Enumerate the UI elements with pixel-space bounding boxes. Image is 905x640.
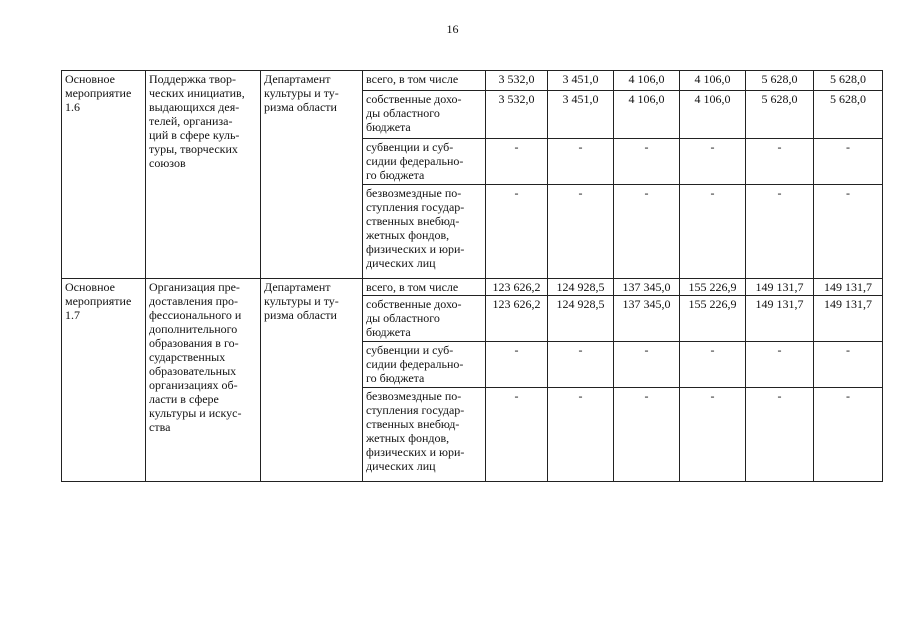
- measure-cell-line: мероприятие: [65, 294, 132, 308]
- source-cell-line: всего, в том числе: [366, 72, 459, 86]
- value-cell: -: [746, 185, 814, 279]
- value-cell: 3 451,0: [548, 71, 614, 91]
- value-cell: 5 628,0: [746, 91, 814, 139]
- description-cell-line: образовательных: [149, 364, 237, 378]
- description-cell-line: Поддержка твор-: [149, 72, 236, 86]
- value-cell: 5 628,0: [746, 71, 814, 91]
- description-cell-line: организациях об-: [149, 378, 238, 392]
- description-cell-line: ческих инициатив,: [149, 86, 245, 100]
- source-cell: [363, 71, 486, 91]
- description-cell-line: фессионального и: [149, 308, 242, 322]
- value-cell: 4 106,0: [614, 91, 680, 139]
- source-cell: [363, 388, 486, 482]
- executor-cell-line: ризма области: [264, 100, 337, 114]
- value-cell: -: [814, 342, 883, 388]
- table-row: [62, 279, 883, 296]
- value-cell: -: [614, 139, 680, 185]
- measure-cell: [62, 71, 146, 279]
- source-cell-line: физических и юри-: [366, 242, 465, 256]
- source-cell-line: дических лиц: [366, 459, 436, 473]
- value-cell: 149 131,7: [814, 279, 883, 296]
- table-row: [62, 71, 883, 91]
- source-cell-line: физических и юри-: [366, 445, 465, 459]
- value-cell: 155 226,9: [680, 296, 746, 342]
- source-cell-line: безвозмездные по-: [366, 389, 462, 403]
- measure-cell-line: мероприятие: [65, 86, 132, 100]
- value-cell: 155 226,9: [680, 279, 746, 296]
- executor-cell-line: культуры и ту-: [264, 294, 339, 308]
- value-cell: 123 626,2: [486, 279, 548, 296]
- source-cell: [363, 296, 486, 342]
- source-cell-line: ступления государ-: [366, 200, 465, 214]
- value-cell: -: [548, 185, 614, 279]
- value-cell: 149 131,7: [746, 279, 814, 296]
- value-cell: 124 928,5: [548, 296, 614, 342]
- table-body: [62, 71, 883, 482]
- source-cell-line: субвенции и суб-: [366, 140, 454, 154]
- source-cell-line: бюджета: [366, 325, 411, 339]
- source-cell: [363, 279, 486, 296]
- value-cell: -: [746, 342, 814, 388]
- value-cell: -: [548, 342, 614, 388]
- source-cell-line: го бюджета: [366, 371, 425, 385]
- value-cell: -: [486, 342, 548, 388]
- value-cell: -: [814, 388, 883, 482]
- description-cell: [146, 279, 261, 482]
- description-cell-line: ласти в сфере: [149, 392, 219, 406]
- source-cell: [363, 342, 486, 388]
- description-cell-line: союзов: [149, 156, 186, 170]
- value-cell: 3 532,0: [486, 91, 548, 139]
- value-cell: 5 628,0: [814, 91, 883, 139]
- value-cell: -: [680, 185, 746, 279]
- source-cell-line: всего, в том числе: [366, 280, 459, 294]
- value-cell: 137 345,0: [614, 296, 680, 342]
- value-cell: -: [680, 388, 746, 482]
- value-cell: 4 106,0: [680, 91, 746, 139]
- source-cell-line: жетных фондов,: [366, 228, 450, 242]
- description-cell-line: доставления про-: [149, 294, 239, 308]
- value-cell: 149 131,7: [814, 296, 883, 342]
- value-cell: -: [548, 388, 614, 482]
- source-cell-line: дических лиц: [366, 256, 436, 270]
- description-cell-line: телей, организа-: [149, 114, 233, 128]
- executor-cell-line: Департамент: [264, 280, 331, 294]
- value-cell: 3 532,0: [486, 71, 548, 91]
- source-cell-line: ственных внебюд-: [366, 214, 460, 228]
- description-cell-line: выдающихся дея-: [149, 100, 240, 114]
- measure-cell: [62, 279, 146, 482]
- source-cell-line: го бюджета: [366, 168, 425, 182]
- description-cell-line: ций в сфере куль-: [149, 128, 240, 142]
- source-cell-line: бюджета: [366, 120, 411, 134]
- value-cell: 5 628,0: [814, 71, 883, 91]
- source-cell-line: ственных внебюд-: [366, 417, 460, 431]
- value-cell: -: [814, 139, 883, 185]
- value-cell: -: [548, 139, 614, 185]
- description-cell-line: Организация пре-: [149, 280, 240, 294]
- budget-table: [61, 70, 883, 482]
- description-cell-line: туры, творческих: [149, 142, 238, 156]
- source-cell-line: сидии федерально-: [366, 357, 464, 371]
- source-cell-line: ступления государ-: [366, 403, 465, 417]
- source-cell-line: безвозмездные по-: [366, 186, 462, 200]
- measure-cell-line: 1.7: [65, 308, 80, 322]
- source-cell: [363, 91, 486, 139]
- measure-cell-line: Основное: [65, 72, 115, 86]
- measure-cell-line: Основное: [65, 280, 115, 294]
- executor-cell-line: ризма области: [264, 308, 337, 322]
- source-cell-line: ды областного: [366, 311, 440, 325]
- value-cell: -: [746, 388, 814, 482]
- measure-cell-line: 1.6: [65, 100, 80, 114]
- value-cell: 137 345,0: [614, 279, 680, 296]
- value-cell: 124 928,5: [548, 279, 614, 296]
- description-cell-line: культуры и искус-: [149, 406, 242, 420]
- value-cell: -: [614, 388, 680, 482]
- value-cell: 4 106,0: [680, 71, 746, 91]
- value-cell: -: [746, 139, 814, 185]
- value-cell: -: [814, 185, 883, 279]
- executor-cell: [261, 71, 363, 279]
- description-cell-line: ства: [149, 420, 171, 434]
- source-cell-line: сидии федерально-: [366, 154, 464, 168]
- executor-cell-line: Департамент: [264, 72, 331, 86]
- description-cell-line: образования в го-: [149, 336, 239, 350]
- source-cell-line: субвенции и суб-: [366, 343, 454, 357]
- value-cell: -: [486, 388, 548, 482]
- source-cell-line: собственные дохо-: [366, 297, 462, 311]
- value-cell: -: [680, 139, 746, 185]
- executor-cell: [261, 279, 363, 482]
- source-cell: [363, 139, 486, 185]
- executor-cell-line: культуры и ту-: [264, 86, 339, 100]
- source-cell-line: жетных фондов,: [366, 431, 450, 445]
- description-cell-line: дополнительного: [149, 322, 238, 336]
- value-cell: 149 131,7: [746, 296, 814, 342]
- value-cell: -: [614, 342, 680, 388]
- value-cell: 3 451,0: [548, 91, 614, 139]
- source-cell-line: собственные дохо-: [366, 92, 462, 106]
- value-cell: -: [680, 342, 746, 388]
- value-cell: -: [486, 185, 548, 279]
- description-cell-line: сударственных: [149, 350, 226, 364]
- description-cell: [146, 71, 261, 279]
- source-cell-line: ды областного: [366, 106, 440, 120]
- page-number: 16: [446, 22, 459, 36]
- source-cell: [363, 185, 486, 279]
- value-cell: 123 626,2: [486, 296, 548, 342]
- value-cell: -: [486, 139, 548, 185]
- value-cell: -: [614, 185, 680, 279]
- value-cell: 4 106,0: [614, 71, 680, 91]
